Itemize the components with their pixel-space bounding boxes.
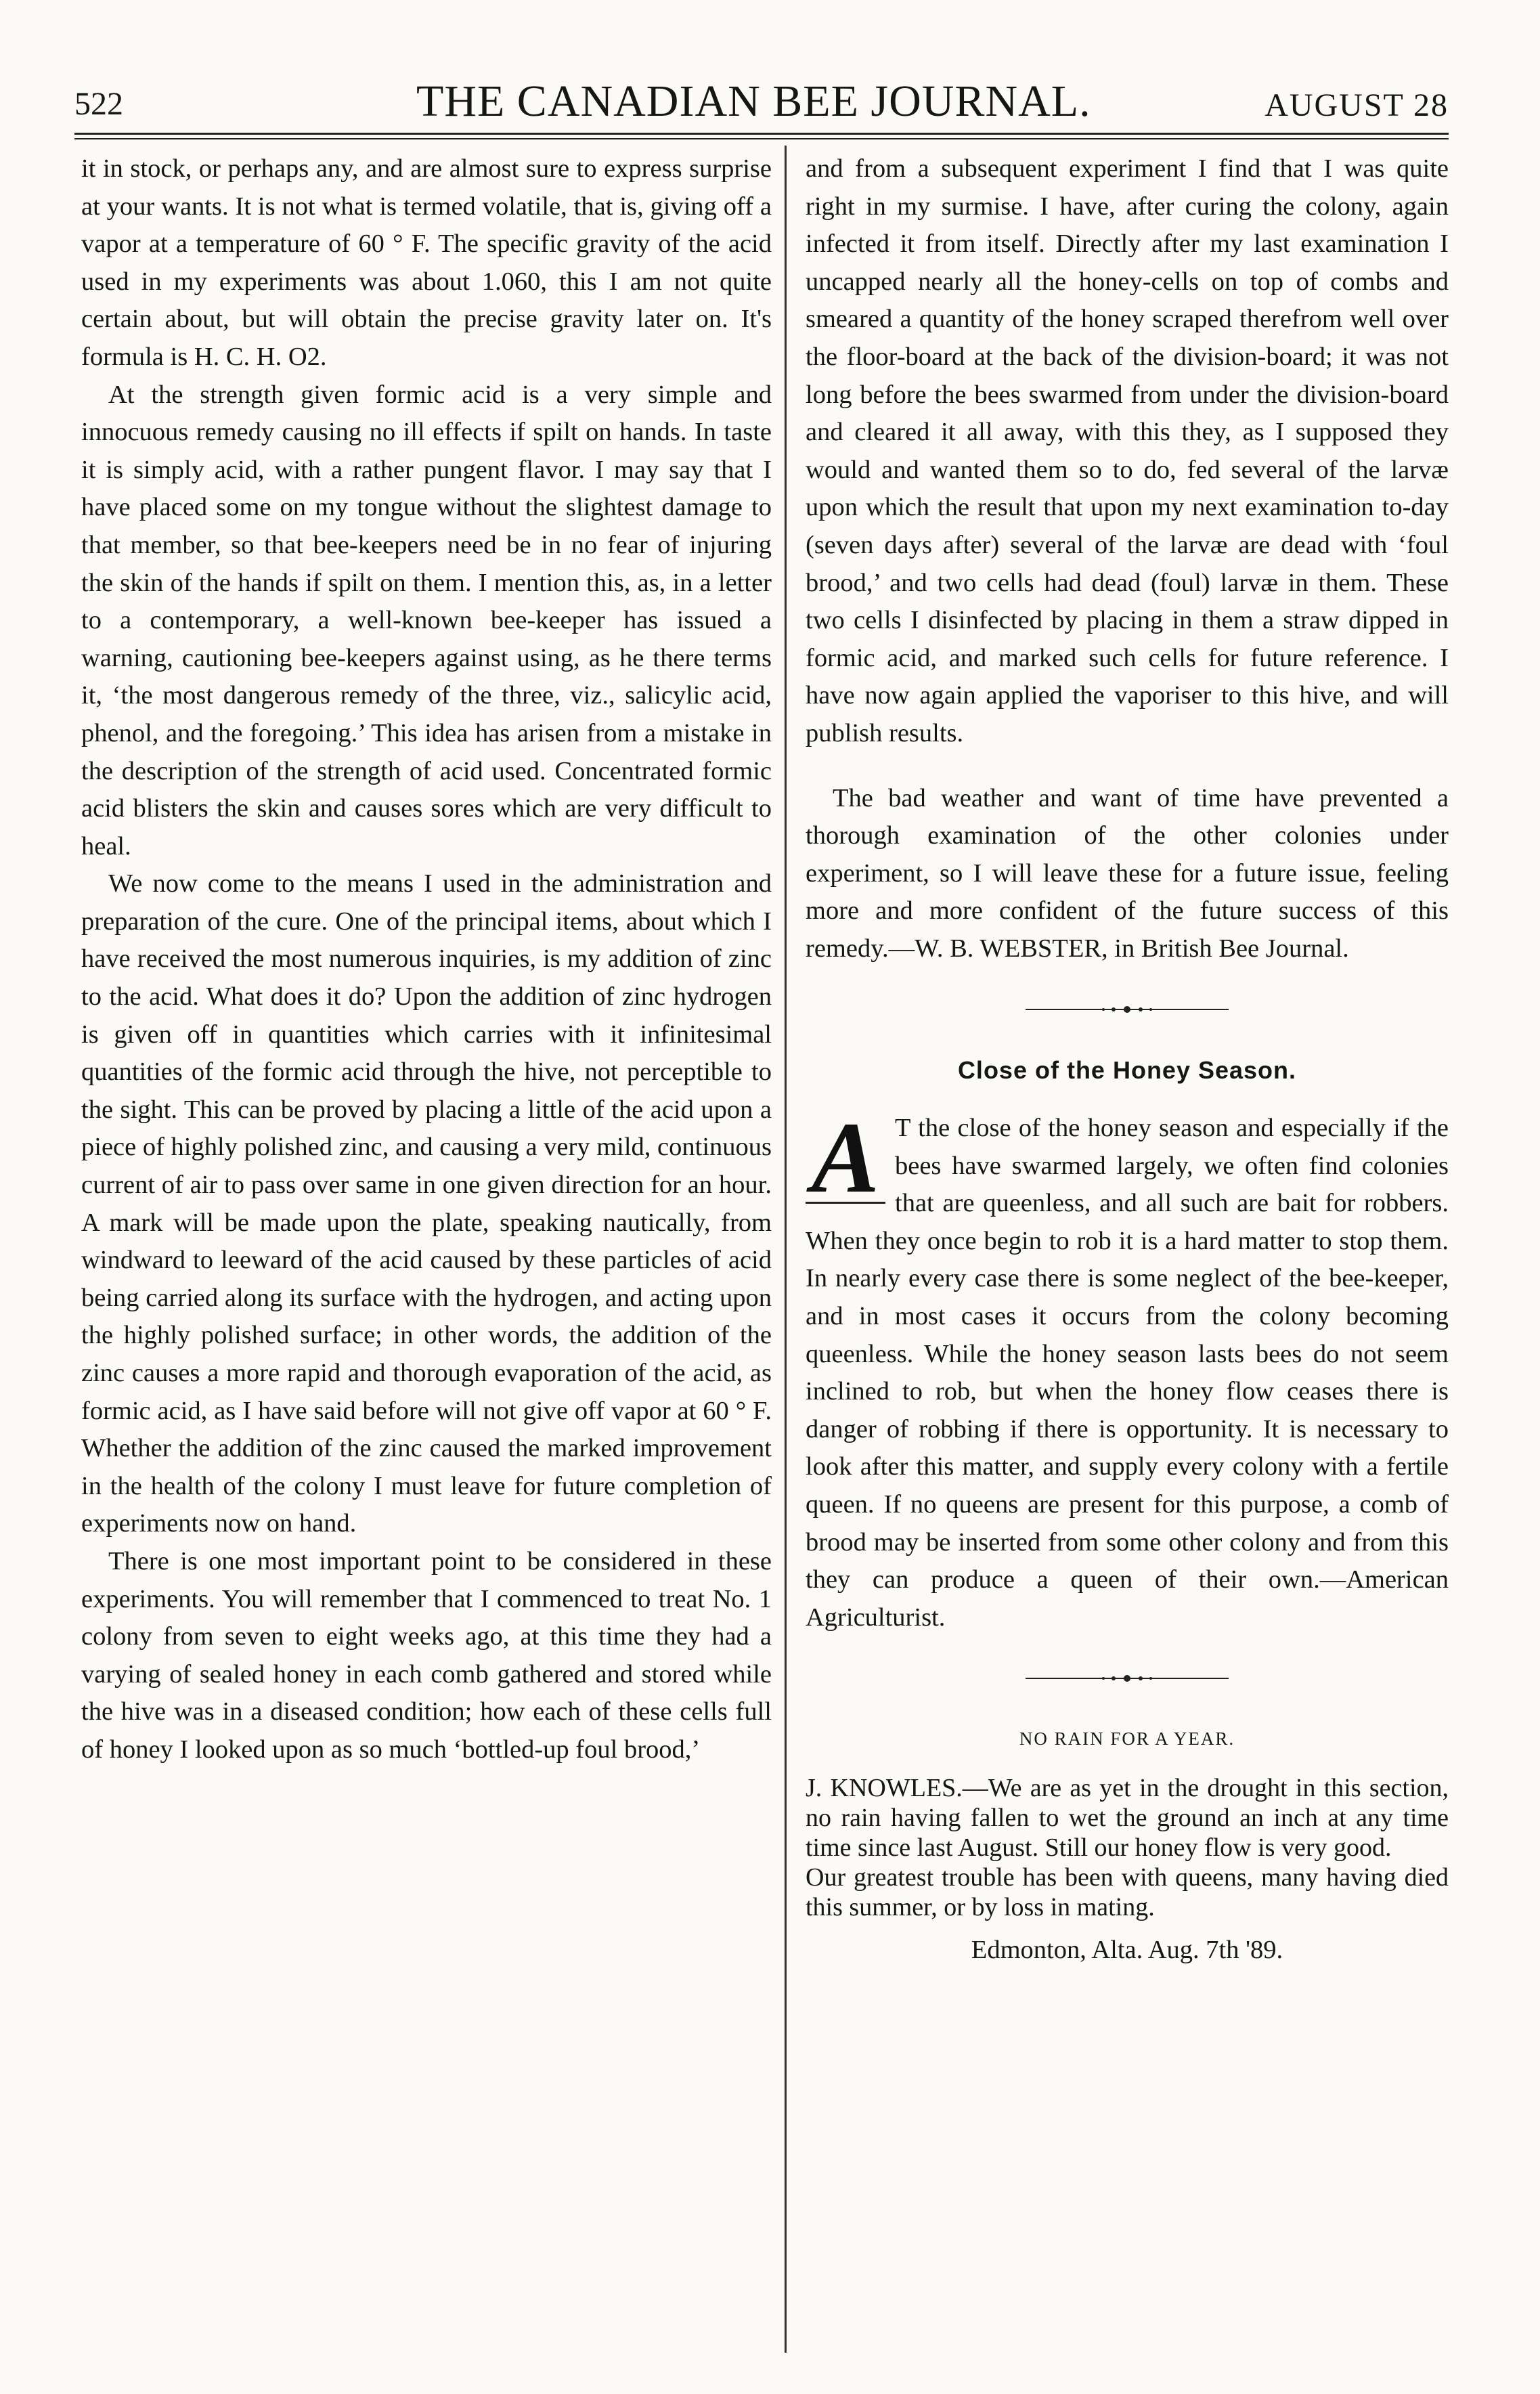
paragraph: T the close of the honey season and especially if the bees have swarmed largely, we often find colonies that are queenless, and all such are bait for robbers. When they once begin to rob it is a hard matter to stop them. In nearly every case there is some neglect of the bee-keeper, and in most cases it occurs from the colony becoming queenless. While the honey season lasts bees do not seem inclined to rob, but when the honey flow ceases there is danger of robbing if there is opportunity. It is necessary to look after this matter, and supply every colony with a fertile queen. If no queens are present for this purpose, a comb of brood may be inserted from some other colony and from this they can produce a queen of their own.—American Agriculturist. — [806, 1114, 1449, 1632]
paragraph: J. KNOWLES.—We are as yet in the drought in this section, no rain having fallen to wet the ground an inch at any time time since last August. Still our honey flow is very good. — [806, 1773, 1449, 1862]
paragraph: and from a subsequent experiment I find that I was quite right in my surmise. I have, after curing the colony, again infected it from itself. Directly after my last examination I uncapped nearly all the honey-cells on top of combs and smeared a quantity of the honey scraped therefrom well over the floor-board at the back of the division-board; it was not long before the bees swarmed from under the division-board and cleared it all away, with this they, as I supposed they would and wanted them so to do, fed several of the larvæ upon which the result that upon my next examination to-day (seven days after) several of the larvæ are dead with ‘foul brood,’ and two cells had dead (foul) larvæ in them. These two cells I disinfected by placing in them a straw dipped in formic acid, and marked such cells for future reference. I have now again applied the vaporiser to this hive, and will publish results. — [806, 154, 1449, 747]
subsection-title: NO RAIN FOR A YEAR. — [1019, 1728, 1235, 1749]
right-column — [806, 150, 1449, 1969]
left-column — [81, 150, 772, 1769]
no-rain-article — [806, 1773, 1449, 1922]
ornament-divider — [1026, 1003, 1229, 1016]
paragraph: The bad weather and want of time have prevented a thorough examination of the other colonies under experiment, so I will leave these for a future issue, feeling more and more confident of the future success of this remedy.—W. B. WEBSTER, in British Bee Journal. — [806, 783, 1449, 963]
header-rule — [74, 138, 1449, 139]
paragraph: Our greatest trouble has been with queens, many having died this summer, or by loss in mating. — [806, 1863, 1449, 1921]
ornament-divider — [1026, 1672, 1229, 1685]
paragraph: We now come to the means I used in the administration and preparation of the cure. One of the principal items, about which I have received the most numerous inquiries, is my addition of zinc to the acid. What does it do? Upon the addition of zinc hydrogen is given off in quantities which carries with it infinitesimal quantities of the formic acid through the hive, not perceptible to the sight. This can be proved by placing a little of the acid upon a piece of highly polished zinc, and causing a very mild, continuous current of air to pass over same in one given direction for an hour. A mark will be made upon the plate, speaking nautically, from windward to leeward of the acid caused by these particles of acid being carried along its surface with the hydrogen, and acting upon the highly polished surface; in other words, the addition of the zinc causes a more rapid and thorough evaporation of the acid, as formic acid, as I have said before will not give off vapor at 60 ° F. Whether the addition of the zinc caused the marked improvement in the health of the colony I must leave for future completion of experiments now on hand. — [81, 869, 772, 1538]
issue-date: AUGUST 28 — [1264, 87, 1449, 123]
column-divider — [785, 146, 787, 2353]
header-rule — [74, 133, 1449, 135]
drop-cap: A — [806, 1114, 885, 1204]
paragraph: At the strength given formic acid is a very simple and innocuous remedy causing no ill effects if spilt on hands. In taste it is simply acid, with a rather pungent flavor. I may say that I have placed some on my tongue without the slightest damage to that member, so that bee-keepers need be in no fear of injuring the skin of the hands if spilt on them. I mention this, as, in a letter to a contemporary, a well-known bee-keeper has issued a warning, cautioning bee-keepers against using, as he there terms it, ‘the most dangerous remedy of the three, viz., salicylic acid, phenol, and the foregoing.’ This idea has arisen from a mistake in the description of the strength of acid used. Concentrated formic acid blisters the skin and causes sores which are very difficult to heal. — [81, 380, 772, 861]
paragraph: There is one most important point to be considered in these experiments. You will remember that I commenced to treat No. 1 colony from seven to eight weeks ago, at this time they had a varying of sealed honey in each comb gathered and stored while the hive was in a diseased condition; how each of these cells full of honey I looked upon as so much ‘bottled-up foul brood,’ — [81, 1546, 772, 1764]
paragraph: it in stock, or perhaps any, and are almost sure to express surprise at your wants. It is not what is termed volatile, that is, giving off a vapor at a temperature of 60 ° F. The specific gravity of the acid used in my experiments was about 1.060, this I am not quite certain about, but will obtain the precise gravity later on. It's formula is H. C. H. O2. — [81, 154, 772, 371]
dateline: Edmonton, Alta. Aug. 7th '89. — [971, 1935, 1283, 1964]
page-number: 522 — [74, 86, 123, 122]
page-header — [74, 73, 1449, 134]
journal-title: THE CANADIAN BEE JOURNAL. — [416, 77, 1091, 126]
honey-season-article — [806, 1102, 1449, 1636]
section-title: Close of the Honey Season. — [957, 1056, 1297, 1085]
